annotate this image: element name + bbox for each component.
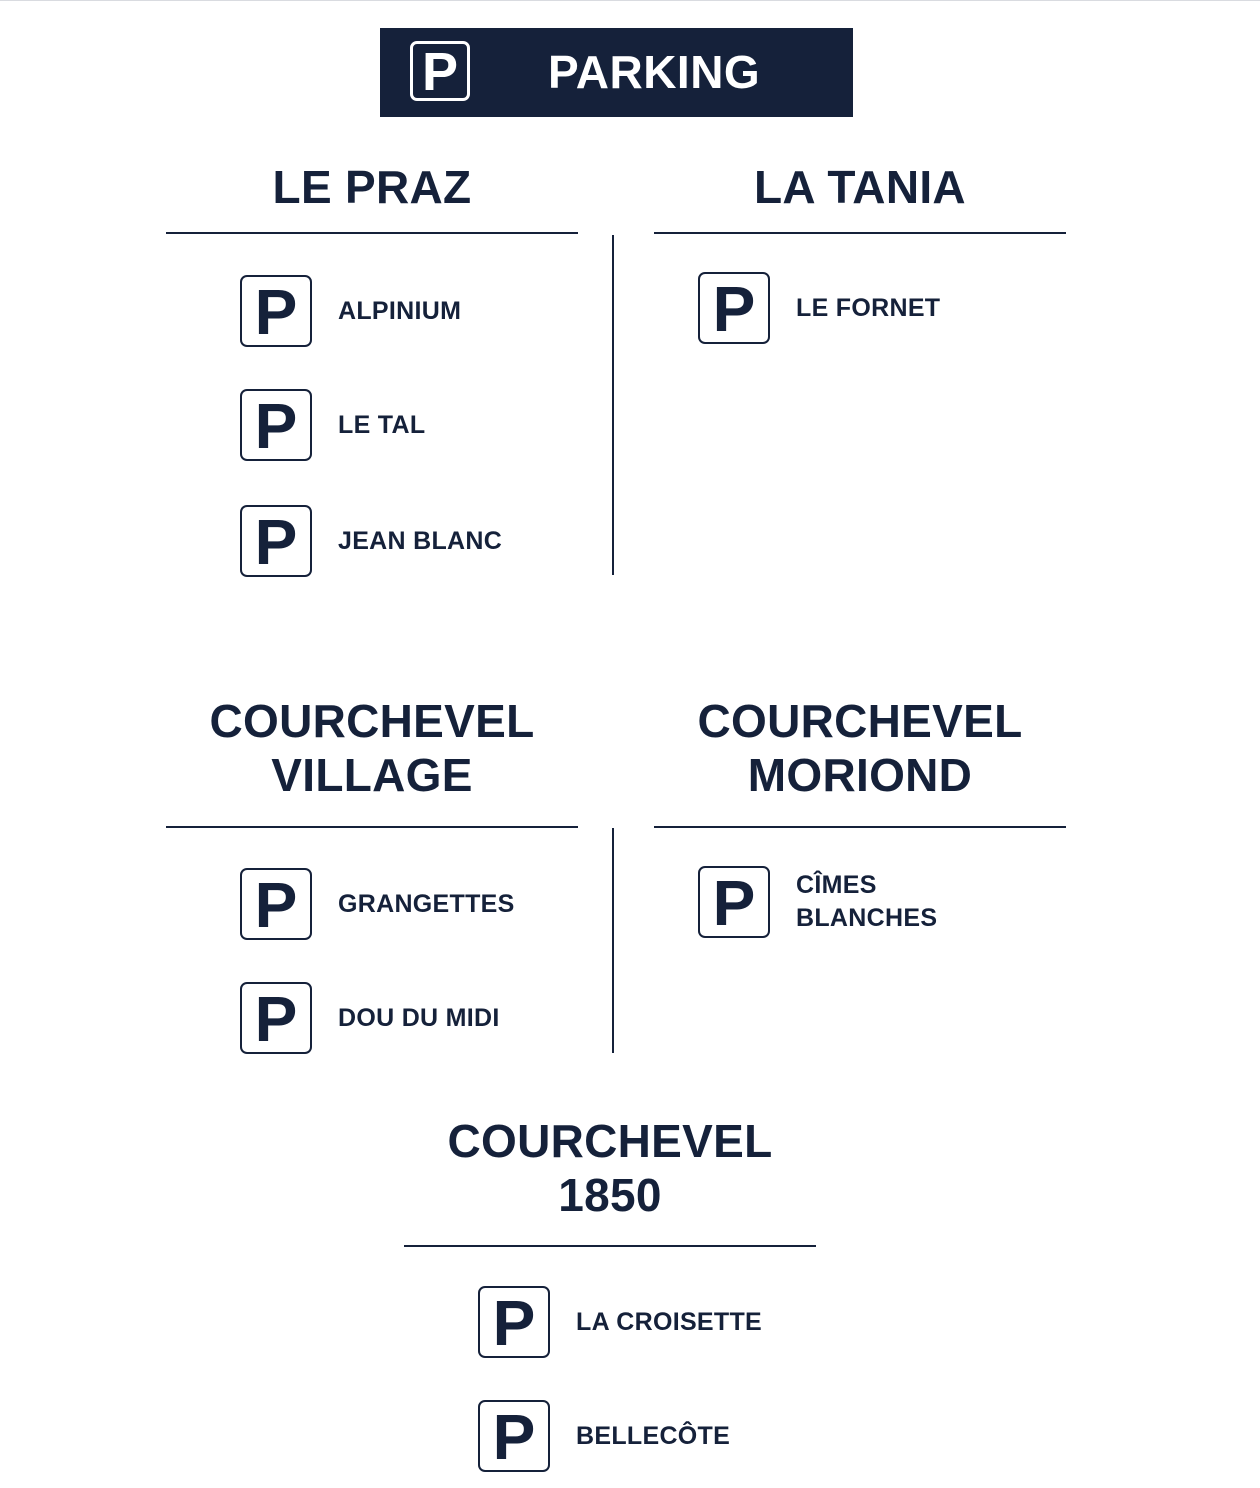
zone-title-courchevel-1850 <box>404 1114 816 1222</box>
parking-p-icon: P <box>240 868 312 940</box>
parking-p-icon: P <box>478 1400 550 1472</box>
zone-title-courchevel-village <box>166 694 578 802</box>
zone-title-le-praz: LE PRAZ <box>272 161 472 213</box>
top-divider <box>0 0 1260 1</box>
zone-underline-la-tania <box>654 232 1066 234</box>
parking-header-banner <box>380 28 853 117</box>
lot-name: JEAN BLANC <box>338 526 503 555</box>
lot-name: GRANGETTES <box>338 889 515 918</box>
column-divider-upper <box>612 235 614 575</box>
parking-p-icon: P <box>240 982 312 1054</box>
lot-name-line: CÎMES <box>796 871 877 899</box>
parking-p-icon: P <box>240 505 312 577</box>
lot-name: LA CROISETTE <box>576 1307 763 1336</box>
parking-p-icon: P <box>240 389 312 461</box>
zone-title-line: 1850 <box>558 1169 662 1221</box>
lot-name: LE TAL <box>338 410 426 439</box>
parking-p-icon: P <box>410 41 470 101</box>
zone-title-line: COURCHEVEL <box>447 1115 773 1167</box>
parking-p-icon: P <box>698 272 770 344</box>
page-title: PARKING <box>548 46 761 98</box>
zone-title-courchevel-moriond <box>654 694 1066 802</box>
zone-underline-courchevel-village <box>166 826 578 828</box>
lot-name-line: BLANCHES <box>796 904 938 932</box>
zone-title-line: COURCHEVEL <box>209 695 535 747</box>
column-divider-lower <box>612 828 614 1053</box>
zone-underline-courchevel-1850 <box>404 1245 816 1247</box>
lot-name: BELLECÔTE <box>576 1421 731 1450</box>
zone-underline-courchevel-moriond <box>654 826 1066 828</box>
zone-title-la-tania: LA TANIA <box>754 161 966 213</box>
parking-p-icon: P <box>698 866 770 938</box>
zone-title-line: COURCHEVEL <box>697 695 1023 747</box>
parking-p-icon: P <box>240 275 312 347</box>
lot-name: DOU DU MIDI <box>338 1003 500 1032</box>
lot-name: ALPINIUM <box>338 296 462 325</box>
parking-p-icon: P <box>478 1286 550 1358</box>
zone-title-line: MORIOND <box>747 749 973 801</box>
zone-underline-le-praz <box>166 232 578 234</box>
lot-name <box>796 866 937 938</box>
zone-title-line: VILLAGE <box>271 749 473 801</box>
lot-name: LE FORNET <box>796 293 941 322</box>
